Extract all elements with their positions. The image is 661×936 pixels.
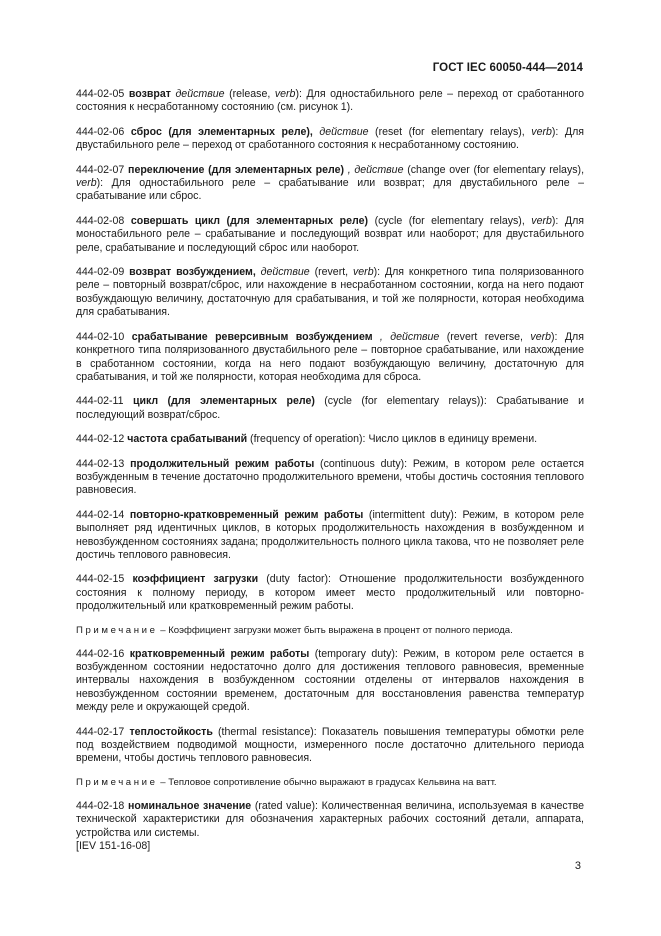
term-name: коэффициент загрузки [132, 573, 259, 586]
english-term-end: ): [373, 266, 381, 279]
english-term-end: : [453, 508, 457, 521]
term-entry [76, 331, 584, 385]
term-number: 444-02-05 [76, 88, 125, 100]
term-entry [76, 726, 584, 766]
term-name: теплостойкость [129, 725, 213, 738]
term-name: возврат возбуждением, [129, 266, 256, 279]
term-name: продолжительный режим работы [130, 457, 315, 470]
english-term-end: ): [480, 395, 487, 408]
english-term-end: : [328, 573, 331, 586]
english-pos: verb [530, 330, 551, 343]
term-number: 444-02-07 [76, 163, 125, 176]
english-term-end: : [315, 799, 318, 812]
note-duty-factor [76, 625, 584, 637]
term-definition: Для одностабильного реле – срабатывание или возврат; для двустабильного реле – срабатывание или сброс. [76, 177, 584, 203]
term-entry [76, 433, 584, 446]
english-term-end: ): [551, 125, 559, 138]
english-term-end: : [404, 457, 408, 470]
term-definition: Режим, в котором реле выполняет ряд идентичных циклов, в которых продолжительность нахождения в возбужденном и невозбужденном состояниях задана; продолжительность полного цикла такова, что не позволяет реле достичь теплового равновесия. [76, 508, 584, 561]
term-name: кратковременный режим работы [129, 647, 310, 660]
english-pos: verb [274, 88, 296, 100]
page-number: 3 [574, 860, 581, 872]
english-pos: verb [352, 266, 374, 279]
term-definition: Количественная величина, используемая в качестве технической характеристики для обозначения характерных рабочих состояний детали, аппарата, устройства или системы. [76, 799, 584, 839]
english-pos: verb [531, 214, 552, 227]
english-pos: verb [76, 177, 97, 190]
terms-list-2 [76, 648, 584, 766]
english-term-end: : [362, 433, 366, 446]
english-term: (thermal resistance) [217, 725, 314, 738]
term-entry [76, 395, 584, 422]
term-entry [76, 648, 584, 715]
english-term: (revert reverse, [446, 330, 531, 343]
term-name: срабатывание реверсивным возбуждением [131, 330, 373, 343]
term-entry [76, 164, 584, 204]
part-of-speech: действие [175, 88, 225, 100]
term-name: частота срабатываний [127, 433, 248, 446]
term-definition: Для конкретного типа поляризованного двустабильного реле – повторное срабатывание, или нахождение в сработанном состоянии, когда на него подают возбуждающую величину, достаточную для срабатывания, и той же полярности, которая необходима для сброса. [76, 330, 584, 383]
terms-list [76, 88, 584, 614]
term-number: 444-02-08 [76, 214, 125, 227]
note-text: – Тепловое сопротивление обычно выражают в градусах Кельвина на ватт. [157, 776, 497, 788]
term-definition: Число циклов в единицу времени. [368, 433, 538, 446]
term-entry [76, 573, 584, 613]
english-term-end: : [313, 725, 317, 738]
term-name: повторно-кратковременный режим работы [129, 508, 364, 521]
english-term-end: ): [551, 214, 559, 227]
term-number: 444-02-11 [76, 395, 124, 408]
term-number: 444-02-15 [76, 573, 125, 586]
english-term-end: ): [96, 177, 104, 190]
term-number: 444-02-16 [76, 647, 125, 660]
term-name: совершать цикл (для элементарных реле) [130, 214, 369, 227]
term-number: 444-02-13 [76, 457, 125, 470]
english-term: (frequency of operation) [250, 433, 363, 446]
part-of-speech: действие [319, 125, 369, 138]
english-term: (cycle (for elementary relays), [374, 214, 532, 227]
note-text: – Коэффициент загрузки может быть выражена в процент от полного периода. [157, 624, 513, 636]
terms-list-3 [76, 800, 584, 840]
term-name: переключение (для элементарных реле) [128, 163, 344, 176]
term-entry [76, 458, 584, 498]
term-entry [76, 215, 584, 255]
english-term: (change over (for elementary relays), [407, 163, 585, 176]
term-definition: Режим, в котором реле остается в возбужденном состоянии недостаточно долго для достижения теплового равновесия, временные интервалы нахождения в возбужденном состоянии отделены от интервалов нахождения в невозбужденном состоянии временем, достаточным для восстановления равенства температур между реле и окружающей средой. [76, 647, 584, 714]
term-number: 444-02-17 [76, 725, 125, 738]
document-body [76, 88, 584, 853]
iev-reference: [IEV 151-16-08] [76, 840, 151, 853]
part-of-speech: , действие [379, 330, 440, 343]
english-term: (cycle (for elementary relays) [324, 395, 481, 408]
note-thermal [76, 777, 584, 789]
english-term: (duty factor) [266, 573, 329, 586]
english-term-end: ): [295, 88, 302, 100]
term-entry [76, 88, 584, 115]
term-number: 444-02-06 [76, 125, 125, 138]
part-of-speech: , действие [347, 163, 404, 176]
term-number: 444-02-18 [76, 799, 125, 812]
english-term: (release, [229, 88, 275, 100]
term-name: номинальное значение [127, 799, 252, 812]
term-entry [76, 800, 584, 840]
term-number: 444-02-14 [76, 508, 125, 521]
term-entry [76, 509, 584, 563]
term-number: 444-02-10 [76, 330, 125, 343]
english-term-end: : [394, 647, 398, 660]
english-term: (intermittent duty) [368, 508, 454, 521]
part-of-speech: действие [260, 266, 310, 279]
term-definition: Для одностабильного реле – переход от сработанного состояния к несработанному состоянию (см. рисунок 1). [76, 88, 584, 114]
term-name: цикл (для элементарных реле) [132, 395, 315, 408]
term-definition: Срабатывание и последующий возврат/сброс. [76, 395, 584, 421]
term-definition: Режим, в котором реле остается возбужденным в течение достаточно продолжительного времени, чтобы достичь состояния теплового равновесия. [76, 457, 584, 497]
term-definition: Для двустабильного реле – переход от сработанного состояния к несработанному состоянию. [76, 125, 585, 152]
english-term: (continuous duty) [320, 457, 405, 470]
note-label: Примечание [76, 624, 158, 636]
term-number: 444-02-09 [76, 266, 125, 279]
standard-header: ГОСТ IEC 60050-444—2014 [432, 62, 583, 74]
term-definition: Для конкретного типа поляризованного реле – повторный возврат/сброс, или нахождение в несработанном состоянии, когда на него подают возбуждающую величину, достаточную для срабатывания, и той же полярности, которая необходима для срабатывания. [76, 266, 584, 319]
english-term: (rated value) [254, 799, 316, 812]
english-term: (temporary duty) [314, 647, 395, 660]
note-label: Примечание [76, 776, 158, 788]
english-pos: verb [531, 125, 552, 138]
term-definition: Для моностабильного реле – срабатывание и последующий возврат или наоборот; для двустабильного реле, срабатывание и последующий сброс или наоборот. [76, 214, 584, 254]
term-name: возврат [128, 88, 171, 100]
english-term: (reset (for elementary relays), [375, 125, 532, 138]
term-definition: Показатель повышения температуры обмотки реле под воздействием подводимой мощности, измеренного после достаточно длительного периода времени, чтобы достичь теплового равновесия. [76, 725, 585, 765]
term-name: сброс (для элементарных реле), [130, 125, 313, 138]
term-entry [76, 266, 584, 320]
term-number: 444-02-12 [76, 433, 125, 446]
english-term: (revert, [314, 266, 353, 279]
english-term-end: ): [551, 330, 558, 343]
term-definition: Отношение продолжительности возбужденного состояния к полному периоду, в котором имеет место продолжительный или повторно-продолжительный или кратковременный режим работы. [76, 573, 584, 613]
term-entry [76, 126, 584, 153]
